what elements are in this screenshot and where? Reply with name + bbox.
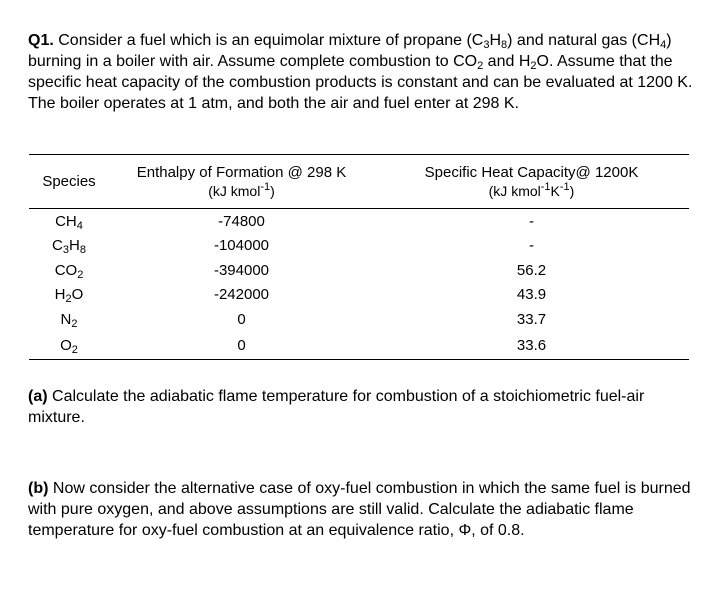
- enthalpy-cell: -242000: [213, 286, 270, 304]
- subscript: 8: [79, 244, 86, 257]
- species-text: O: [60, 336, 72, 354]
- cp-cell: 33.6: [374, 332, 689, 360]
- header-enthalpy-unit: [109, 182, 374, 200]
- header-enthalpy: [109, 155, 374, 209]
- species-text: H: [69, 237, 80, 255]
- enthalpy-cell: -74800: [218, 212, 265, 230]
- subscript: 2: [71, 343, 78, 356]
- cp-cell: 56.2: [516, 261, 547, 279]
- superscript: -1: [540, 180, 551, 193]
- subscript: 2: [530, 60, 537, 72]
- superscript: -1: [559, 180, 570, 193]
- subscript: 4: [660, 39, 667, 51]
- species-text: C: [52, 237, 63, 255]
- enthalpy-cell: 0: [109, 332, 374, 360]
- question-text-part: and H: [483, 53, 531, 70]
- part-a-body: Calculate the adiabatic flame temperature for combustion of a stoichiometric fuel-air mixture.: [28, 388, 645, 426]
- part-a-label: (a): [28, 388, 48, 405]
- question-text-part: Consider a fuel which is an equimolar mixture of propane (C: [53, 32, 484, 49]
- species-text: N: [60, 310, 72, 328]
- part-b-body: Now consider the alternative case of oxy-fuel combustion in which the same fuel is burned with pure oxygen, and above assumptions are still valid. Calculate the adiabatic flame temperature for oxy-fuel combustion at an equivalence ratio, Φ, of 0.8.: [28, 480, 691, 539]
- cp-cell: 43.9: [516, 286, 547, 304]
- species-cell: [29, 209, 109, 234]
- table-row: [29, 234, 689, 259]
- unit-text: ): [569, 182, 575, 199]
- species-cell: [29, 234, 109, 259]
- table-row: [29, 209, 689, 234]
- table-row: [29, 258, 689, 283]
- header-heat-capacity: [374, 155, 689, 209]
- part-a-text: [28, 386, 696, 428]
- subscript: 2: [477, 60, 484, 72]
- subscript: 3: [62, 244, 69, 257]
- table-header-row: [29, 155, 689, 209]
- header-cp-unit: [374, 182, 689, 200]
- question-text-part: ) and natural gas (CH: [507, 32, 661, 49]
- subscript: 8: [501, 39, 508, 51]
- cp-cell: 33.7: [516, 310, 547, 328]
- unit-text: (kJ kmol: [488, 182, 541, 199]
- subscript: 4: [76, 219, 83, 232]
- subscript: 2: [77, 268, 84, 281]
- superscript: -1: [260, 180, 271, 193]
- enthalpy-cell: -394000: [213, 261, 270, 279]
- species-text: CO: [54, 261, 78, 279]
- question-text-part: O. Assume that the specific heat capacity of the combustion products is constant and can be evaluated at 1200 K. The boiler operates at 1 atm, and both the air and fuel enter at 298 K.: [28, 53, 693, 112]
- subscript: 2: [71, 317, 78, 330]
- table-row: [29, 307, 689, 332]
- species-cell: [29, 332, 109, 360]
- species-text: H: [54, 286, 66, 304]
- question-number: Q1.: [28, 32, 54, 49]
- part-b-text: [28, 478, 696, 541]
- unit-text: ): [270, 182, 275, 199]
- unit-text: K: [550, 182, 560, 199]
- species-cell: [29, 283, 109, 308]
- table-row: [29, 283, 689, 308]
- table-row: [29, 332, 689, 360]
- subscript: 3: [483, 39, 490, 51]
- unit-text: (kJ kmol: [208, 182, 261, 199]
- subscript: 2: [65, 293, 72, 306]
- cp-cell: -: [529, 237, 534, 255]
- header-cp-title: Specific Heat Capacity@ 1200K: [424, 163, 639, 181]
- enthalpy-cell: 0: [237, 310, 246, 328]
- species-text: CH: [55, 212, 77, 230]
- header-enthalpy-title: Enthalpy of Formation @ 298 K: [136, 163, 347, 181]
- header-species-label: Species: [42, 172, 96, 190]
- species-data-table: [29, 154, 689, 360]
- species-cell: [29, 307, 109, 332]
- question-text-part: H: [489, 32, 502, 49]
- header-species: [29, 155, 109, 209]
- species-cell: [29, 258, 109, 283]
- species-text: O: [71, 286, 84, 304]
- cp-cell: -: [529, 212, 534, 230]
- part-b-label: (b): [28, 480, 49, 497]
- question-text: [28, 30, 696, 114]
- question-text-part: ) burning in a boiler with air. Assume complete combustion to CO: [28, 32, 672, 70]
- enthalpy-cell: -104000: [213, 237, 270, 255]
